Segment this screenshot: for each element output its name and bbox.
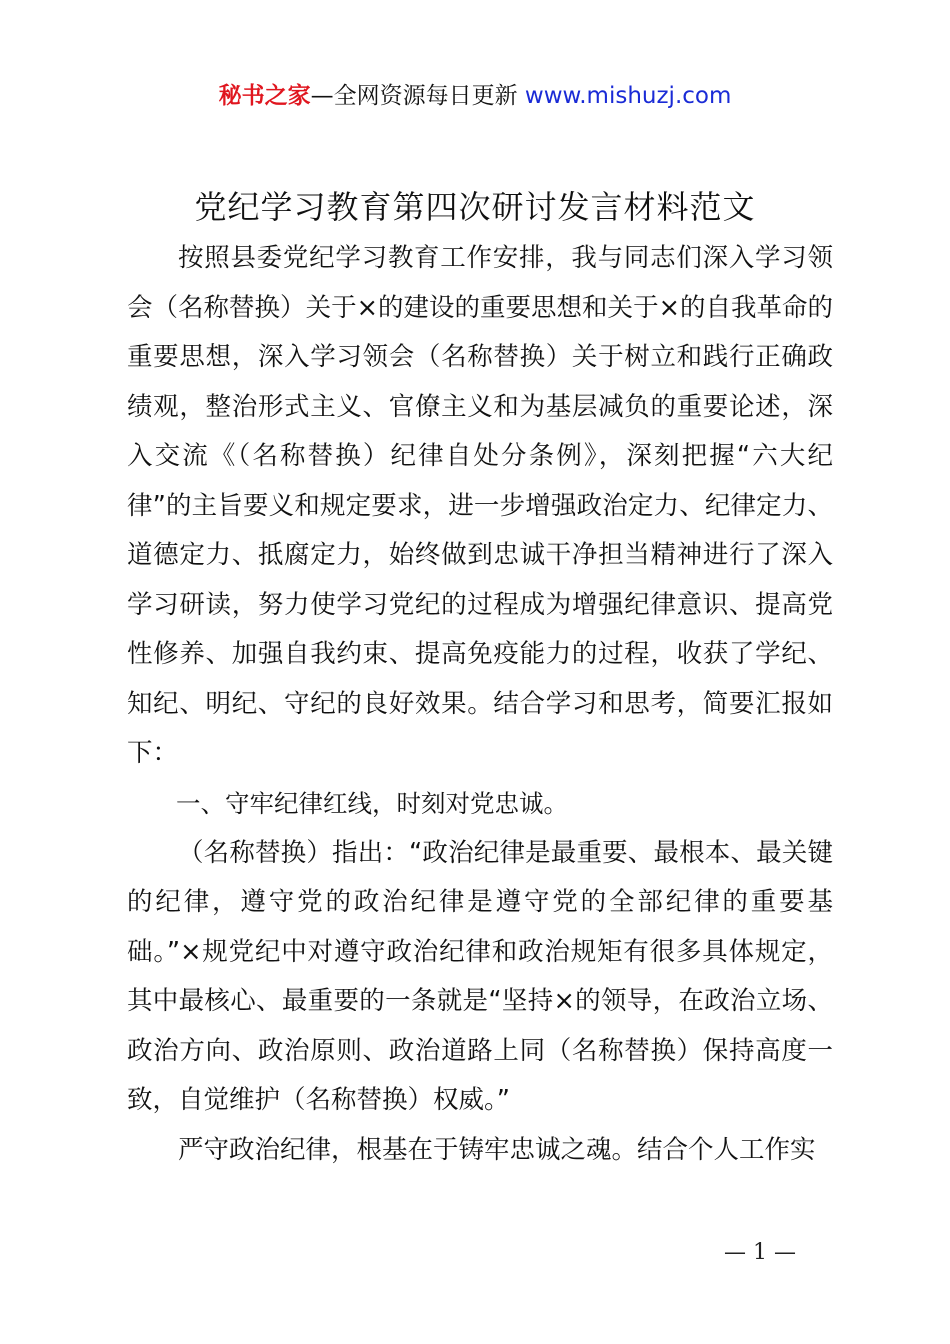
section-heading: 一、守牢纪律红线，时刻对党忠诚。 — [176, 788, 568, 818]
document-title: 党纪学习教育第四次研讨发言材料范文 — [194, 188, 756, 226]
section-paragraph: （名称替换）指出：“政治纪律是最重要、最根本、最关键的纪律，遵守党的政治纪律是遵守党的全部纪律的重要基础。”×规党纪中对遵守政治纪律和政治规矩有很多具体规定，其中最核心、最重要的一条就是“坚持×的领导，在政治立场、政治方向、政治原则、政治道路上同（名称替换）保持高度一致，自觉维护（名称替换）权威。” — [127, 837, 833, 1115]
header-slogan: —全网资源每日更新 — [310, 83, 518, 109]
document-body — [127, 234, 833, 1175]
site-url-link[interactable]: www.mishuzj.com — [524, 83, 732, 109]
brand-name: 秘书之家 — [218, 83, 311, 109]
section-paragraph: 严守政治纪律，根基在于铸牢忠诚之魂。结合个人工作实 — [178, 1134, 816, 1165]
site-header — [0, 78, 950, 114]
intro-paragraph: 按照县委党纪学习教育工作安排，我与同志们深入学习领会（名称替换）关于×的建设的重要思想和关于×的自我革命的重要思想，深入学习领会（名称替换）关于树立和践行正确政绩观，整治形式主义、官僚主义和为基层减负的重要论述，深入交流《（名称替换）纪律自处分条例》，深刻把握“六大纪律”的主旨要义和规定要求，进一步增强政治定力、纪律定力、道德定力、抵腐定力，始终做到忠诚干净担当精神进行了深入学习研读，努力使学习党纪的过程成为增强纪律意识、提高党性修养、加强自我约束、提高免疫能力的过程，收获了学纪、知纪、明纪、守纪的良好效果。结合学习和思考，简要汇报如下： — [127, 243, 833, 768]
page-number: — 1 — — [724, 1240, 796, 1265]
